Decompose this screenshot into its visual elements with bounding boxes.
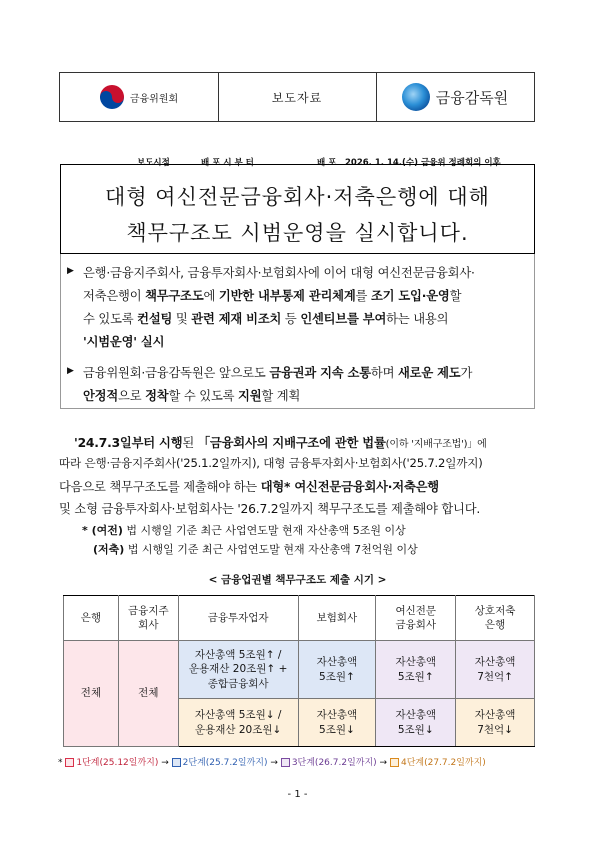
release-timing-value: 배 포 시 부 터 [201,158,254,168]
header-credit-finance: 여신전문 금융회사 [376,596,456,641]
summary-1-line-3: 수 있도록 컨설팅 및 관련 제재 비조치 등 인센티브를 부여하는 내용의 [83,312,449,326]
stage-2-swatch-icon [172,758,181,767]
footnote-2: (저축) 법 시행일 기준 최근 사업연도말 현재 자산총액 7천억원 이상 [93,543,418,556]
press-header [59,72,535,122]
fss-name: 금융감독원 [435,88,509,107]
fsc-logo-icon [100,85,124,109]
cell-holding: 전체 [118,641,178,747]
legend-arrow: → [379,758,388,768]
body-line-4: 및 소형 금융투자회사·보험회사는 '26.7.2일까지 책무구조도를 제출해야 합니다. [59,502,481,516]
legend-arrow: → [270,758,278,768]
page-number: - 1 - [287,789,308,800]
cell-insurance-small: 자산총액 5조원↓ [298,699,376,747]
stage-3-label: 3단계(26.7.2일까지) [291,758,377,768]
cell-securities-small: 자산총액 5조원↓ / 운용재산 20조원↓ [178,699,298,747]
fss-block [376,73,534,121]
header-insurance: 보험회사 [298,596,376,641]
headline-line-2: 책무구조도 시범운영을 실시합니다. [126,221,469,245]
summary-box [60,254,535,409]
fss-logo-icon [402,83,430,111]
table-row [64,641,535,699]
body-line-2: 따라 은행·금융지주회사('25.1.2일까지), 대형 금융투자회사·보험회사('25.7.2일까지) [59,456,483,470]
body-line-1: '24.7.3일부터 시행된 「금융회사의 지배구조에 관한 법률(이하 '지배구조법')」에 [74,436,487,450]
body-line-3: 다음으로 책무구조도를 제출해야 하는 대형* 여신전문금융회사·저축은행 [59,480,439,494]
legend-star: * [58,758,63,768]
cell-savings-large: 자산총액 7천억↑ [456,641,535,699]
header-savings-bank: 상호저축 은행 [456,596,535,641]
summary-1-line-1: 은행·금융지주회사, 금융투자회사·보험회사에 이어 대형 여신전문금융회사· [83,266,475,280]
legend-arrow: → [161,758,169,768]
summary-2-line-2: 안정적으로 정착할 수 있도록 지원할 계획 [83,389,301,403]
summary-1-line-4: '시범운영' 실시 [83,335,165,349]
header-securities: 금융투자업자 [178,596,298,641]
cell-credit-small: 자산총액 5조원↓ [376,699,456,747]
stage-3-swatch-icon [281,758,290,767]
footnote-1: * (여전) 법 시행일 기준 최근 사업연도말 현재 자산총액 5조원 이상 [82,524,406,537]
cell-credit-large: 자산총액 5조원↑ [376,641,456,699]
header-bank: 은행 [64,596,119,641]
cell-savings-small: 자산총액 7천억↓ [456,699,535,747]
summary-1-line-2: 저축은행이 책무구조도에 기반한 내부통제 관리체계를 조기 도입·운영할 [83,289,462,303]
bullet-triangle-icon: ▶ [67,266,74,276]
stage-4-label: 4단계(27.7.2일까지) [400,758,486,768]
distribution-value: 2026. 1. 14.(수) 금융위 정례회의 이후 [345,158,501,168]
submission-schedule-table [63,595,535,747]
fsc-block [60,73,218,121]
release-timing-label: 보도시점 [137,158,170,168]
table-header-row [64,596,535,641]
distribution-label: 배 포 [317,158,337,168]
stage-1-label: 1단계(25.12일까지) [76,758,159,768]
summary-2-line-1: 금융위원회·금융감독원은 앞으로도 금융권과 지속 소통하며 새로운 제도가 [83,366,473,380]
stage-2-label: 2단계(25.7.2일까지) [182,758,268,768]
headline-line-1: 대형 여신전문금융회사·저축은행에 대해 [105,185,490,209]
bullet-triangle-icon: ▶ [67,366,74,376]
stage-1-swatch-icon [65,758,74,767]
header-holding: 금융지주 회사 [118,596,178,641]
fsc-name: 금융위원회 [129,93,179,105]
cell-insurance-large: 자산총액 5조원↑ [298,641,376,699]
headline-box [60,164,535,254]
cell-bank: 전체 [64,641,119,747]
stage-4-swatch-icon [390,758,399,767]
table-caption: < 금융업권별 책무구조도 제출 시기 > [208,574,387,586]
cell-securities-large: 자산총액 5조원↑ / 운용재산 20조원↑ + 종합금융회사 [178,641,298,699]
press-release-label: 보도자료 [271,90,323,105]
stage-legend [58,755,486,768]
